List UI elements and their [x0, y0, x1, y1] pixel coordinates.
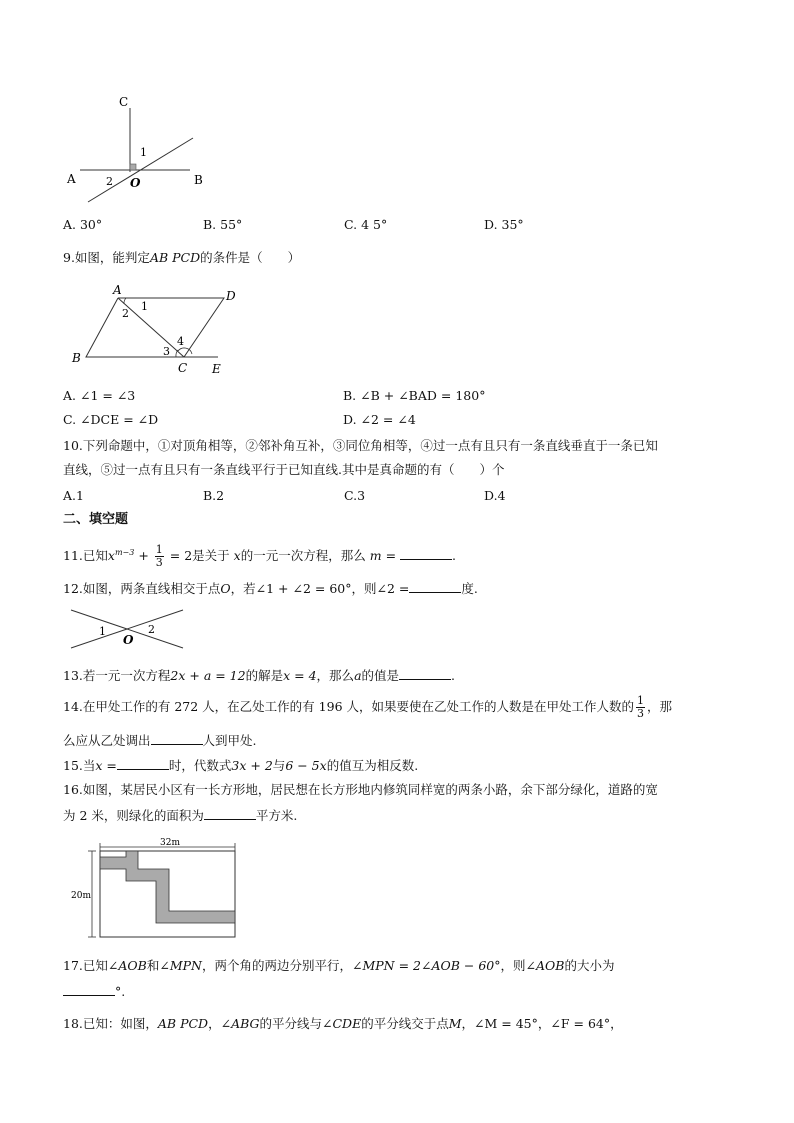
fig12-label-1: 1 — [99, 625, 106, 638]
q10-option-b: B.2 — [203, 488, 225, 503]
fig8-label-c: C — [119, 95, 129, 109]
fig9-label-d: D — [226, 289, 236, 303]
figure-q16-rectangle-roads — [70, 835, 240, 945]
fig8-label-2: 2 — [106, 175, 113, 188]
q11-answer-blank[interactable] — [400, 547, 452, 560]
fig8-label-o: O — [130, 176, 141, 190]
q10-line-1: 10.下列命题中，①对顶角相等，②邻补角互补，③同位角相等，④过一点有且只有一条直线垂直于一条已知 — [63, 438, 658, 453]
q9-option-b: B. ∠B + ∠BAD = 180° — [343, 388, 486, 403]
q14-line-1: 14.在甲处工作的有 272 人，在乙处工作的有 196 人，如果要使在乙处工作的人数是在甲处工作人数的 $\frac{1}{3}$ ，那 — [63, 694, 673, 720]
q10-option-c: C.3 — [344, 488, 366, 503]
q15-stem: 15.当x = 时，代数式3x + 2与6 − 5x的值互为相反数. — [63, 758, 419, 773]
q9-stem: 9.如图，能判定AB PCD的条件是（ ） — [63, 250, 301, 265]
q17-line-1: 17.已知∠AOB和∠MPN，两个角的两边分别平行，∠MPN = 2∠AOB − 60°，则∠AOB的大小为 — [63, 958, 615, 973]
fig9-label-a: A — [113, 284, 122, 297]
fig8-label-b: B — [194, 173, 203, 187]
fig9-label-3: 3 — [163, 345, 170, 358]
q12-stem: 12.如图，两条直线相交于点O，若∠1 + ∠2 = 60°，则∠2 = 度. — [63, 581, 478, 596]
q9-option-d: D. ∠2 = ∠4 — [343, 412, 416, 427]
q16-line-1: 16.如图，某居民小区有一长方形地，居民想在长方形地内修筑同样宽的两条小路，余下部分绿化，道路的宽 — [63, 782, 658, 797]
section-title-fill-in: 二、填空题 — [63, 512, 129, 527]
q12-answer-blank[interactable] — [409, 580, 461, 593]
fig12-label-o: O — [123, 633, 134, 647]
q15-answer-blank[interactable] — [117, 757, 169, 770]
fig12-label-2: 2 — [148, 623, 155, 636]
fig9-label-b: B — [72, 351, 81, 365]
q14-answer-blank[interactable] — [151, 732, 203, 745]
fig9-label-2: 2 — [122, 307, 129, 320]
q8-option-d: D. 35° — [484, 217, 524, 232]
figure-q12-intersecting-lines — [68, 604, 186, 654]
q8-option-a: A. 30° — [63, 217, 103, 232]
fig8-label-1: 1 — [140, 146, 147, 159]
fig9-label-4: 4 — [177, 335, 184, 348]
q8-option-b: B. 55° — [203, 217, 243, 232]
figure-q9-parallelogram — [66, 284, 246, 376]
q14-line-2: 么应从乙处调出 人到甲处. — [63, 733, 257, 748]
q13-stem: 13.若一元一次方程2x + a = 12的解是x = 4，那么a的值是 . — [63, 668, 456, 683]
q11-stem: 11.已知$x^{m-3}$ + $\frac{1}{3}$ = 2是关于 x的一元一次方程，那么 m = . — [63, 543, 457, 570]
fig8-label-a: A — [67, 172, 76, 186]
q13-answer-blank[interactable] — [399, 667, 451, 680]
q9-option-a: A. ∠1 = ∠3 — [63, 388, 136, 403]
q8-option-c: C. 4 5° — [344, 217, 388, 232]
q10-option-d: D.4 — [484, 488, 506, 503]
q9-option-c: C. ∠DCE = ∠D — [63, 412, 159, 427]
q10-line-2: 直线，⑤过一点有且只有一条直线平行于已知直线.其中是真命题的有（ ）个 — [63, 462, 505, 477]
q10-option-a: A.1 — [63, 488, 84, 503]
fig9-label-1: 1 — [141, 300, 148, 313]
q16-line-2: 为 2 米，则绿化的面积为 平方米. — [63, 808, 298, 823]
fig9-label-e: E — [212, 362, 221, 376]
figure-q8-angles — [58, 90, 208, 210]
q18-stem: 18.已知：如图，AB PCD，∠ABG的平分线与∠CDE的平分线交于点M，∠M = 45°，∠F = 64°， — [63, 1016, 623, 1031]
q17-answer-blank[interactable] — [63, 983, 115, 996]
q16-answer-blank[interactable] — [204, 807, 256, 820]
fig16-width-label: 32m — [160, 838, 180, 848]
fig16-height-label: 20m — [71, 891, 91, 901]
fig9-label-c: C — [178, 361, 188, 375]
q17-line-2: °. — [63, 983, 125, 1000]
